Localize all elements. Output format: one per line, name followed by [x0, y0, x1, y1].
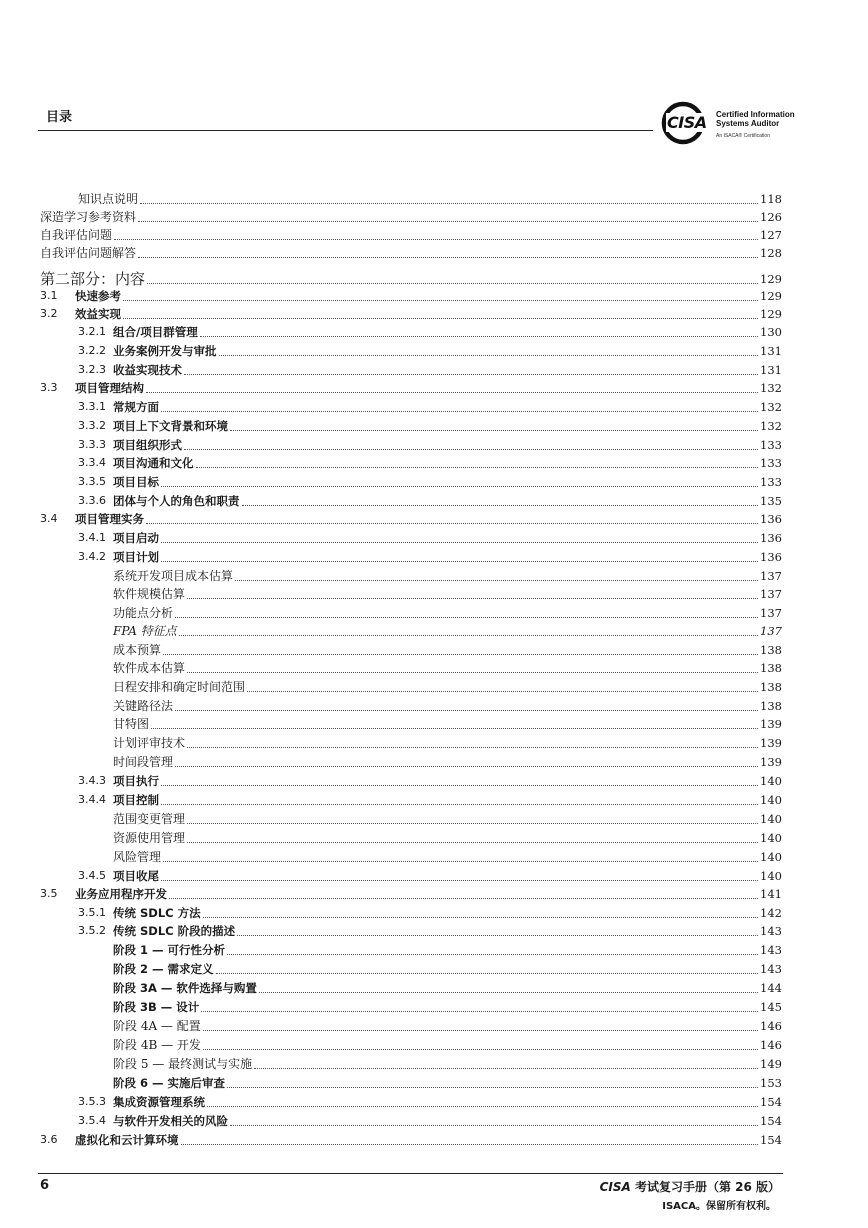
toc-entry-number: 3.3.3	[78, 438, 106, 451]
toc-entry[interactable]	[40, 287, 782, 305]
footer-page-number: 6	[40, 1178, 50, 1193]
toc-entry[interactable]	[40, 1036, 782, 1054]
toc-entry-number: 3.2	[40, 307, 58, 320]
toc-dot-leader	[151, 728, 758, 729]
toc-dot-leader	[161, 542, 758, 543]
toc-dot-leader	[237, 935, 758, 936]
toc-dot-leader	[163, 654, 758, 655]
toc-dot-leader	[138, 221, 758, 222]
toc-entry-number: 3.3.4	[78, 456, 106, 469]
toc-entry[interactable]	[40, 829, 782, 847]
logo-cert-line1: Certified Information	[716, 110, 795, 119]
toc-entry[interactable]	[40, 436, 782, 454]
toc-entry-title: 阶段 4A — 配置	[113, 1019, 201, 1033]
toc-entry-page: 154	[760, 1095, 782, 1109]
toc-entry-page: 126	[760, 210, 782, 224]
toc-entry-page: 136	[760, 550, 782, 564]
toc-entry-title: 阶段 3B — 设计	[113, 1000, 200, 1014]
toc-entry-page: 154	[760, 1133, 782, 1147]
toc-entry-title: 收益实现技术	[113, 363, 182, 377]
toc-entry[interactable]	[40, 492, 782, 510]
toc-entry[interactable]	[40, 270, 782, 288]
toc-dot-leader	[161, 804, 758, 805]
toc-dot-leader	[203, 1049, 758, 1050]
toc-entry[interactable]	[40, 585, 782, 603]
toc-entry-title: 项目计划	[113, 550, 159, 564]
toc-entry-number: 3.5.1	[78, 906, 106, 919]
toc-dot-leader	[196, 467, 759, 468]
toc-dot-leader	[227, 954, 758, 955]
toc-dot-leader	[187, 823, 758, 824]
page-header-title: 目录	[46, 110, 73, 125]
toc-entry-number: 3.2.3	[78, 363, 106, 376]
toc-entry-title: 项目启动	[113, 531, 159, 545]
toc-entry-number: 3.3.6	[78, 494, 106, 507]
toc-dot-leader	[147, 283, 758, 284]
toc-entry[interactable]	[40, 529, 782, 547]
toc-entry-page: 129	[760, 289, 782, 303]
toc-entry-title: 项目收尾	[113, 869, 159, 883]
toc-entry[interactable]	[40, 734, 782, 752]
toc-entry-page: 138	[760, 680, 782, 694]
toc-entry-page: 136	[760, 531, 782, 545]
toc-dot-leader	[259, 992, 758, 993]
toc-entry-title: 项目管理结构	[75, 381, 144, 395]
toc-entry-page: 146	[760, 1038, 782, 1052]
toc-dot-leader	[227, 1087, 758, 1088]
toc-entry-number: 3.3.5	[78, 475, 106, 488]
toc-dot-leader	[161, 411, 758, 412]
toc-entry-page: 129	[760, 272, 782, 286]
toc-entry-page: 127	[760, 228, 782, 242]
toc-entry-page: 137	[760, 569, 782, 583]
toc-dot-leader	[203, 917, 758, 918]
toc-entry-page: 144	[760, 981, 782, 995]
toc-entry[interactable]	[40, 960, 782, 978]
toc-entry-page: 139	[760, 755, 782, 769]
toc-entry-page: 128	[760, 246, 782, 260]
toc-entry-title: 阶段 1 — 可行性分析	[113, 943, 226, 957]
toc-entry-number: 3.2.2	[78, 344, 106, 357]
toc-entry-number: 3.6	[40, 1133, 58, 1146]
toc-entry-title: 团体与个人的角色和职责	[113, 494, 240, 508]
toc-entry[interactable]	[40, 190, 782, 208]
toc-entry[interactable]	[40, 244, 782, 262]
footer-book-title	[600, 1178, 780, 1195]
toc-entry-title: 项目管理实务	[75, 512, 144, 526]
toc-entry-number: 3.4	[40, 512, 58, 525]
toc-entry-title: 传统 SDLC 方法	[113, 906, 201, 920]
toc-entry[interactable]	[40, 510, 782, 528]
toc-entry-number: 3.5.2	[78, 924, 106, 937]
toc-entry-page: 130	[760, 325, 782, 339]
toc-entry[interactable]	[40, 1093, 782, 1111]
toc-entry[interactable]	[40, 904, 782, 922]
toc-entry-number: 3.4.3	[78, 774, 106, 787]
toc-dot-leader	[203, 1030, 758, 1031]
toc-dot-leader	[235, 580, 758, 581]
toc-entry-title: 时间段管理	[113, 755, 174, 769]
toc-entry-page: 145	[760, 1000, 782, 1014]
toc-entry-title: 计划评审技术	[113, 736, 186, 750]
toc-entry-number: 3.2.1	[78, 325, 106, 338]
toc-entry-number: 3.4.2	[78, 550, 106, 563]
toc-entry-number: 3.4.1	[78, 531, 106, 544]
toc-entry-title: 项目沟通和文化	[113, 456, 194, 470]
toc-dot-leader	[175, 766, 758, 767]
toc-dot-leader	[175, 617, 758, 618]
toc-entry[interactable]	[40, 772, 782, 790]
toc-entry-title: 第二部分：内容	[40, 270, 146, 288]
toc-entry-page: 140	[760, 831, 782, 845]
toc-dot-leader	[247, 691, 758, 692]
toc-entry-page: 118	[760, 192, 782, 206]
toc-entry[interactable]	[40, 791, 782, 809]
toc-entry-page: 149	[760, 1057, 782, 1071]
toc-entry-title: 阶段 4B — 开发	[113, 1038, 201, 1052]
toc-entry-page: 133	[760, 438, 782, 452]
toc-entry[interactable]	[40, 208, 782, 226]
toc-entry-page: 137	[760, 606, 782, 620]
toc-entry-title: 传统 SDLC 阶段的描述	[113, 924, 236, 938]
toc-entry[interactable]	[40, 342, 782, 360]
toc-entry-page: 132	[760, 381, 782, 395]
toc-entry-title: 风险管理	[113, 850, 162, 864]
toc-entry-title: 深造学习参考资料	[40, 210, 137, 224]
toc-dot-leader	[161, 561, 758, 562]
toc-dot-leader	[219, 355, 759, 356]
toc-entry-number: 3.4.5	[78, 869, 106, 882]
toc-entry-page: 140	[760, 812, 782, 826]
footer-book-brand: CISA	[599, 1180, 631, 1194]
toc-entry-title: 功能点分析	[113, 606, 174, 620]
toc-entry-page: 136	[760, 512, 782, 526]
toc-entry-title: 与软件开发相关的风险	[113, 1114, 228, 1128]
toc-entry[interactable]	[40, 697, 782, 715]
toc-entry-title: 业务案例开发与审批	[113, 344, 217, 358]
toc-entry-page: 138	[760, 699, 782, 713]
toc-entry-title: 成本预算	[113, 643, 162, 657]
toc-dot-leader	[123, 318, 758, 319]
toc-entry[interactable]	[40, 473, 782, 491]
toc-entry[interactable]	[40, 379, 782, 397]
logo-tagline: An ISACA® Certification	[716, 133, 770, 139]
toc-entry-number: 3.3.2	[78, 419, 106, 432]
toc-entry[interactable]	[40, 941, 782, 959]
toc-dot-leader	[187, 598, 758, 599]
toc-dot-leader	[146, 392, 758, 393]
cisa-mark: CISA	[667, 113, 707, 132]
toc-dot-leader	[138, 257, 758, 258]
toc-entry-page: 133	[760, 475, 782, 489]
toc-entry-title: FPA 特征点	[113, 624, 177, 638]
toc-entry-title: 自我评估问题解答	[40, 246, 137, 260]
toc-entry-page: 131	[760, 363, 782, 377]
toc-dot-leader	[179, 635, 758, 636]
toc-entry-number: 3.5	[40, 887, 58, 900]
toc-entry-page: 143	[760, 924, 782, 938]
toc-entry-page: 129	[760, 307, 782, 321]
toc-entry-page: 131	[760, 344, 782, 358]
toc-entry-title: 范围变更管理	[113, 812, 186, 826]
toc-entry-title: 软件成本估算	[113, 661, 186, 675]
toc-entry-number: 3.5.4	[78, 1114, 106, 1127]
toc-entry[interactable]	[40, 398, 782, 416]
toc-dot-leader	[254, 1068, 758, 1069]
toc-entry-page: 133	[760, 456, 782, 470]
toc-entry[interactable]	[40, 715, 782, 733]
toc-dot-leader	[163, 861, 758, 862]
toc-entry-page: 143	[760, 943, 782, 957]
toc-entry-number: 3.1	[40, 289, 58, 302]
toc-entry-title: 效益实现	[75, 307, 121, 321]
toc-dot-leader	[184, 374, 758, 375]
toc-entry[interactable]	[40, 548, 782, 566]
toc-entry-number: 3.4.4	[78, 793, 106, 806]
footer-rule	[38, 1173, 783, 1174]
toc-entry-page: 138	[760, 643, 782, 657]
toc-entry[interactable]	[40, 1017, 782, 1035]
toc-dot-leader	[187, 672, 758, 673]
toc-entry-title: 集成资源管理系统	[113, 1095, 205, 1109]
toc-entry[interactable]	[40, 567, 782, 585]
toc-dot-leader	[140, 203, 758, 204]
toc-entry-page: 132	[760, 400, 782, 414]
toc-dot-leader	[201, 1011, 758, 1012]
toc-entry-page: 140	[760, 774, 782, 788]
toc-entry[interactable]	[40, 998, 782, 1016]
toc-entry-title: 项目组织形式	[113, 438, 182, 452]
toc-entry[interactable]	[40, 979, 782, 997]
toc-entry-number: 3.3.1	[78, 400, 106, 413]
toc-entry-title: 项目执行	[113, 774, 159, 788]
toc-entry[interactable]	[40, 922, 782, 940]
toc-entry[interactable]	[40, 454, 782, 472]
toc-dot-leader	[161, 486, 758, 487]
toc-entry-page: 139	[760, 736, 782, 750]
toc-entry-title: 快速参考	[75, 289, 121, 303]
toc-entry-title: 阶段 5 — 最终测试与实施	[113, 1057, 253, 1071]
toc-entry-title: 软件规模估算	[113, 587, 186, 601]
toc-entry-page: 154	[760, 1114, 782, 1128]
toc-dot-leader	[200, 336, 758, 337]
toc-entry-page: 135	[760, 494, 782, 508]
toc-entry-page: 137	[760, 587, 782, 601]
toc-entry[interactable]	[40, 753, 782, 771]
toc-entry-title: 系统开发项目成本估算	[113, 569, 234, 583]
toc-dot-leader	[187, 842, 758, 843]
toc-entry-page: 137	[760, 624, 782, 638]
toc-dot-leader	[123, 300, 758, 301]
toc-entry[interactable]	[40, 604, 782, 622]
toc-entry[interactable]	[40, 678, 782, 696]
toc-entry[interactable]	[40, 867, 782, 885]
toc-dot-leader	[169, 898, 758, 899]
toc-entry-title: 知识点说明	[78, 192, 139, 206]
toc-entry-page: 140	[760, 869, 782, 883]
toc-dot-leader	[230, 430, 758, 431]
toc-entry-title: 阶段 3A — 软件选择与购置	[113, 981, 257, 995]
toc-entry[interactable]	[40, 641, 782, 659]
toc-entry-page: 132	[760, 419, 782, 433]
toc-entry[interactable]	[40, 848, 782, 866]
toc-entry-number: 3.3	[40, 381, 58, 394]
toc-entry-page: 153	[760, 1076, 782, 1090]
toc-entry[interactable]	[40, 885, 782, 903]
toc-entry-title: 项目目标	[113, 475, 159, 489]
toc-entry[interactable]	[40, 323, 782, 341]
toc-entry-page: 146	[760, 1019, 782, 1033]
toc-entry-title: 项目上下文背景和环境	[113, 419, 228, 433]
toc-entry-page: 139	[760, 717, 782, 731]
toc-dot-leader	[161, 880, 758, 881]
toc-dot-leader	[184, 449, 758, 450]
toc-dot-leader	[207, 1106, 758, 1107]
toc-entry-page: 143	[760, 962, 782, 976]
toc-entry-title: 阶段 2 — 需求定义	[113, 962, 214, 976]
toc-dot-leader	[187, 747, 758, 748]
toc-entry-page: 140	[760, 850, 782, 864]
toc-dot-leader	[114, 239, 758, 240]
logo-cert-line2: Systems Auditor	[716, 119, 780, 128]
toc-entry[interactable]	[40, 1112, 782, 1130]
toc-entry[interactable]	[40, 226, 782, 244]
footer-copyright: ISACA。保留所有权利。	[662, 1201, 776, 1212]
toc-entry[interactable]	[40, 1074, 782, 1092]
toc-entry[interactable]	[40, 622, 782, 640]
toc-dot-leader	[161, 785, 758, 786]
header-rule	[38, 130, 653, 131]
toc-entry-page: 138	[760, 661, 782, 675]
footer-book-name: 考试复习手册（第 26 版）	[630, 1180, 780, 1194]
toc-entry-title: 日程安排和确定时间范围	[113, 680, 246, 694]
toc-dot-leader	[216, 973, 758, 974]
toc-entry-title: 虚拟化和云计算环境	[75, 1133, 179, 1147]
toc-entry-number: 3.5.3	[78, 1095, 106, 1108]
toc-entry[interactable]	[40, 659, 782, 677]
toc-entry[interactable]	[40, 305, 782, 323]
cisa-logo	[660, 100, 795, 146]
toc-entry-page: 140	[760, 793, 782, 807]
toc-dot-leader	[230, 1125, 758, 1126]
toc-entry[interactable]	[40, 810, 782, 828]
toc-entry[interactable]	[40, 1131, 782, 1149]
toc-entry-title: 关键路径法	[113, 699, 174, 713]
toc-entry-title: 阶段 6 — 实施后审查	[113, 1076, 226, 1090]
toc-entry-title: 组合/项目群管理	[113, 325, 198, 339]
toc-dot-leader	[175, 710, 758, 711]
toc-entry-title: 业务应用程序开发	[75, 887, 167, 901]
toc-entry-page: 141	[760, 887, 782, 901]
toc-entry[interactable]	[40, 361, 782, 379]
toc-entry-title: 常规方面	[113, 400, 159, 414]
toc-entry-title: 甘特图	[113, 717, 150, 731]
toc-entry-title: 资源使用管理	[113, 831, 186, 845]
toc-entry-title: 项目控制	[113, 793, 159, 807]
toc-entry[interactable]	[40, 1055, 782, 1073]
toc-dot-leader	[181, 1144, 759, 1145]
toc-dot-leader	[242, 505, 759, 506]
toc-entry-title: 自我评估问题	[40, 228, 113, 242]
toc-dot-leader	[146, 523, 758, 524]
toc-entry-page: 142	[760, 906, 782, 920]
toc-entry[interactable]	[40, 417, 782, 435]
